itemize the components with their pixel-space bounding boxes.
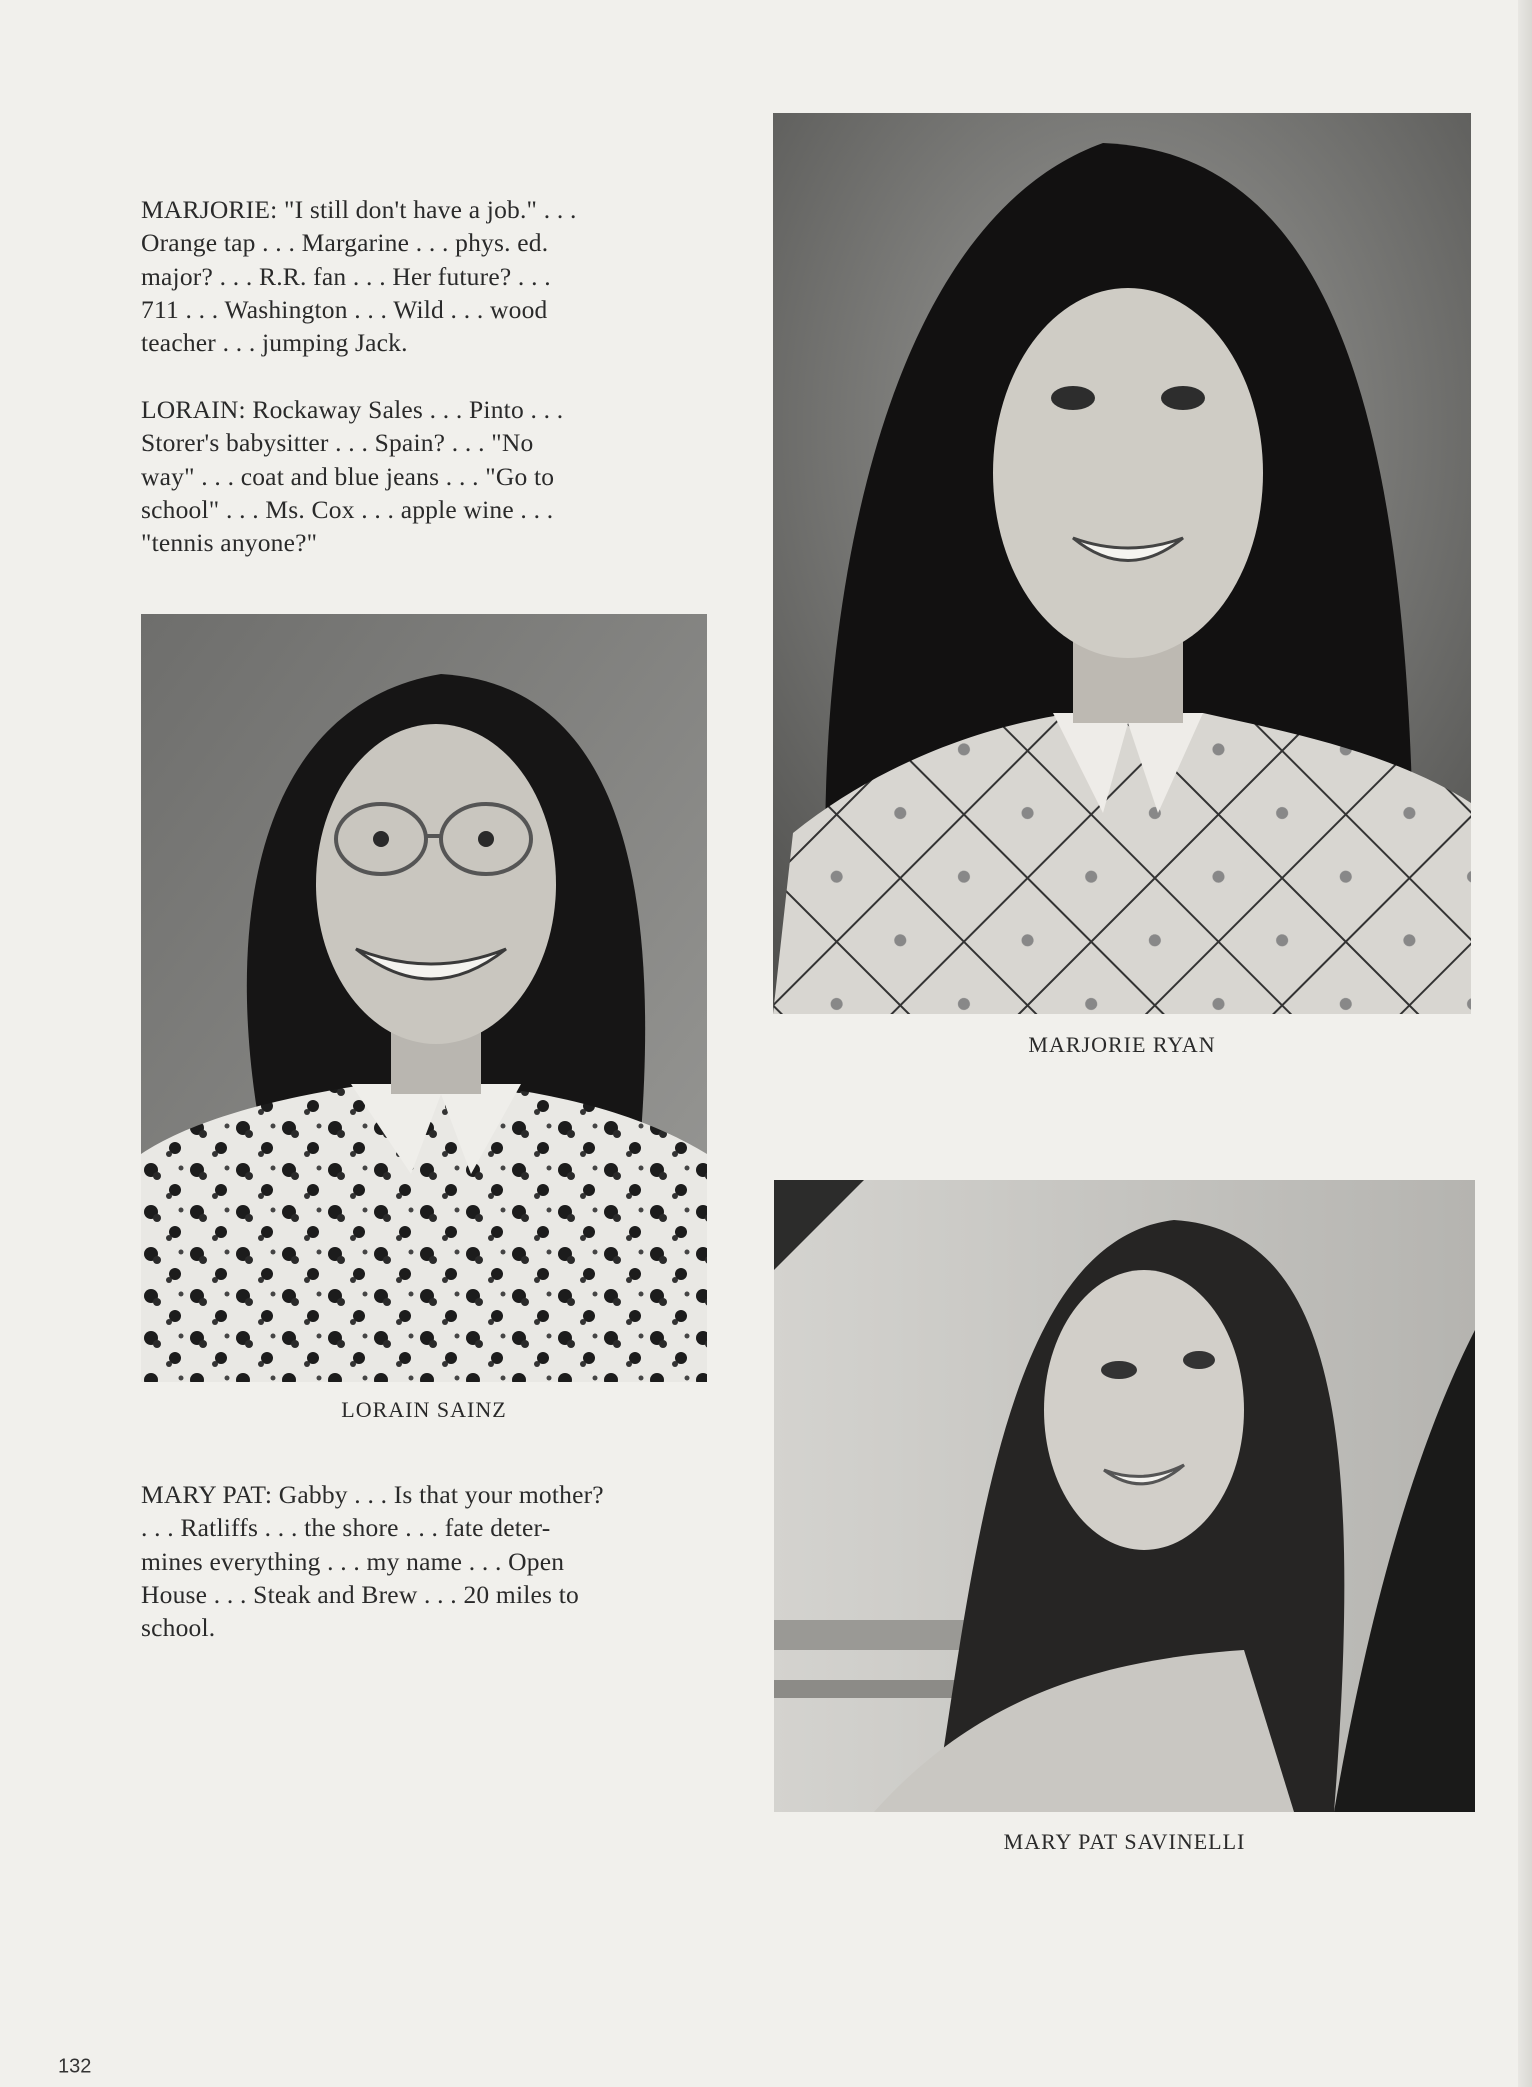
blurb-line: school" . . . Ms. Cox . . . apple wine . . . [141,494,554,524]
portrait-photo-lorain [141,614,707,1382]
blurb-line: school. [141,1613,216,1643]
blurb-marypat [141,1478,711,1644]
blurb-line: MARJORIE: "I still don't have a job." . . . [141,195,577,224]
portrait-image [774,1180,1475,1812]
caption-lorain: LORAIN SAINZ [341,1397,507,1422]
blurb-line: major? . . . R.R. fan . . . Her future? . . . [141,261,551,291]
page-number: 132 [58,2055,92,2078]
blurb-line: teacher . . . jumping Jack. [141,328,408,358]
caption-marypat: MARY PAT SAVINELLI [1003,1829,1246,1854]
blurb-line: 711 . . . Washington . . . Wild . . . wood [141,294,548,324]
blurb-line: Orange tap . . . Margarine . . . phys. ed. [141,228,549,258]
blurb-lorain [141,393,711,559]
blurb-line: House . . . Steak and Brew . . . 20 miles to [141,1579,579,1609]
blurb-line: MARY PAT: Gabby . . . Is that your mother? [141,1480,604,1509]
portrait-image [773,113,1471,1014]
caption-marjorie: MARJORIE RYAN [1028,1032,1216,1057]
page-edge [1518,0,1532,2087]
blurb-marjorie [141,193,711,359]
portrait-photo-marypat [774,1180,1475,1812]
blurb-line: way" . . . coat and blue jeans . . . "Go to [141,461,555,491]
blurb-line: . . . Ratliffs . . . the shore . . . fate deter- [141,1513,551,1543]
blurb-line: "tennis anyone?" [141,528,318,558]
blurb-line: LORAIN: Rockaway Sales . . . Pinto . . . [141,395,564,424]
blurb-line: mines everything . . . my name . . . Open [141,1546,565,1576]
portrait-photo-marjorie [773,113,1471,1014]
portrait-image [141,614,707,1382]
blurb-line: Storer's babysitter . . . Spain? . . . "No [141,428,534,458]
